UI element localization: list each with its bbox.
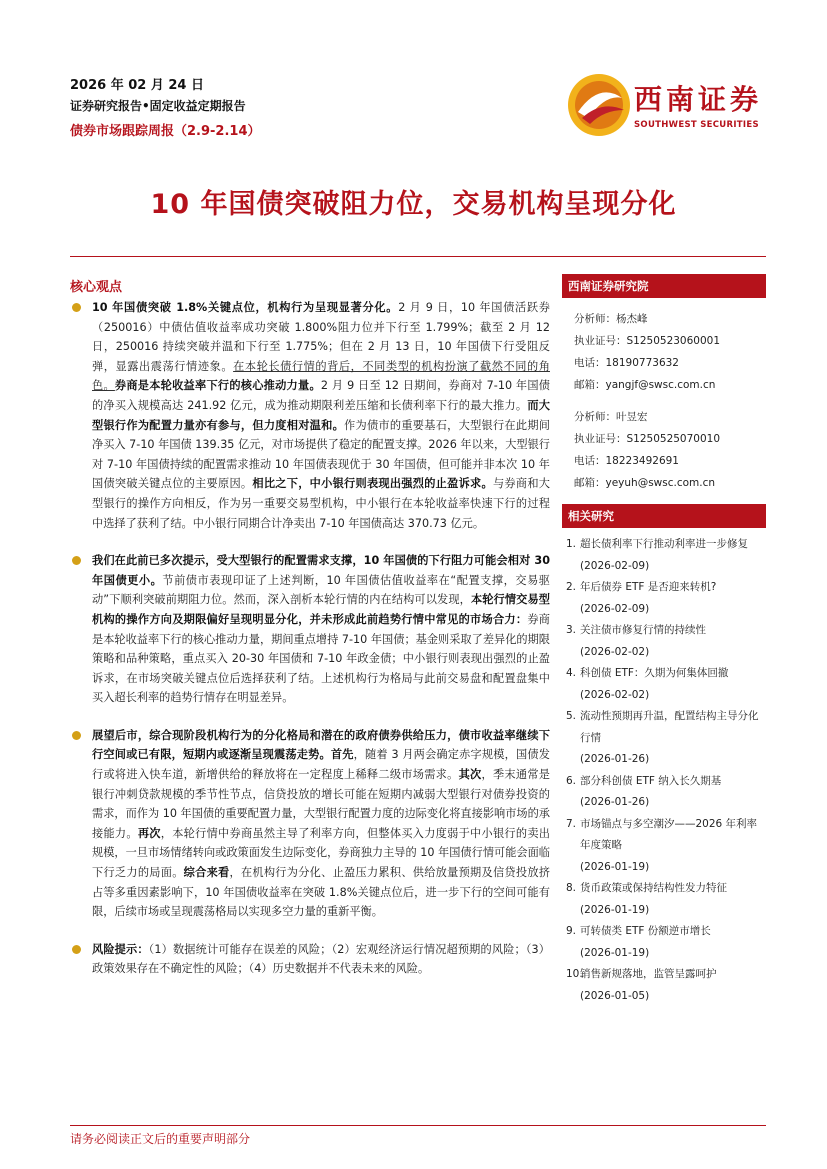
related-item-title: 货币政策或保持结构性发力特征: [580, 882, 727, 894]
para-text: ，本轮行情中券商虽然主导了利率方向，但整体买入力度弱于中小银行的卖出规模，一旦市场情绪转向或政策面发生边际变化，券商独力主导的 10 年国债行情可能会面临下行乏力的局面。: [92, 826, 550, 880]
analyst-license: 执业证号：S1250523060001: [574, 335, 721, 347]
related-item-number: 8.: [566, 882, 577, 894]
paragraph: [70, 298, 550, 533]
report-title: 10 年国债突破阻力位，交易机构呈现分化: [150, 189, 677, 220]
paragraph: [70, 726, 550, 922]
related-research-item[interactable]: [562, 814, 766, 879]
related-item-number: 6.: [566, 774, 577, 787]
logo-emblem-icon: [566, 72, 632, 138]
bullet-icon: [72, 556, 81, 565]
related-item-title: 科创债 ETF：久期为何集体回撤: [580, 667, 729, 679]
related-research-item[interactable]: [562, 771, 766, 814]
para-lead: 而大型银行作为配置力量亦有参与，但力度相对温和。: [92, 398, 550, 432]
para-text: 2 月 9 日至 12 日期间，券商对 7-10 年国债的净买入规模高达 241.92 亿元，成为推动期限利差压缩和长债利率下行的最大推力。: [92, 379, 550, 412]
analyst-name: 分析师：杨杰峰: [574, 313, 648, 325]
related-item-number: 7.: [566, 817, 577, 830]
related-item-date: (2026-01-19): [580, 946, 650, 959]
divider: [70, 256, 766, 257]
related-item-number: 10.: [566, 968, 583, 980]
related-item-number: 1.: [566, 538, 577, 550]
related-research-item[interactable]: [562, 577, 766, 620]
para-lead: 再次: [137, 826, 161, 840]
related-item-number: 2.: [566, 581, 577, 593]
para-lead: 风险提示：: [92, 942, 149, 956]
related-research-item[interactable]: [562, 964, 766, 1007]
analyst-license: 执业证号：S1250525070010: [574, 433, 721, 445]
related-item-title: 流动性预期再升温，配置结构主导分化行情: [580, 710, 759, 744]
related-research-item[interactable]: [562, 620, 766, 663]
related-item-number: 5.: [566, 710, 577, 722]
related-research-item[interactable]: [562, 706, 766, 771]
para-text: （1）数据统计可能存在误差的风险；（2）宏观经济运行情况超预期的风险；（3）政策效果存在不确定性的风险；（4）历史数据并不代表未来的风险。: [92, 942, 550, 976]
related-item-number: 3.: [566, 624, 577, 636]
para-text: 作为债市的重要基石，大型银行在此期间净买入 7-10 年国债 139.35 亿元，对市场提供了稳定的配置支撑。2026 年以来，大型银行对 7-10 年国债持续的配置需求推动 10 年国债表现优于 30 年国债，但可能并非本次 10 年国债突破关键点位的主要原因。: [92, 418, 550, 491]
logo-text-cn: 西南证券: [634, 83, 763, 116]
para-text: 券商是本轮收益率下行的核心推动力量，期间重点增持 7-10 年国债；基金则采取了差异化的期限策略和品种策略，重点买入 20-30 年国债和 7-10 年政金债；中小银行则表现出强烈的止盈诉求，在市场突破关键点位后选择获利了结。上述机构行为格局与此前交易盘和配置盘集中买入超长利率的趋势行情存在明显差异。: [92, 612, 550, 705]
related-research-list: [562, 534, 766, 1007]
bullet-icon: [72, 731, 81, 740]
related-item-date: (2026-01-26): [580, 796, 650, 808]
related-item-date: (2026-01-19): [580, 860, 650, 873]
related-item-title: 部分科创债 ETF 纳入长久期基: [580, 774, 722, 787]
related-research-item[interactable]: [562, 921, 766, 964]
para-lead: 券商是本轮收益率下行的核心推动力量。: [114, 379, 321, 393]
sidebar: [562, 274, 766, 1007]
para-text: ，季末通常是银行冲刺贷款规模的季节性节点，信贷投放的增长可能在短期内减弱大型银行对债券投资的需求，而作为 10 年国债的重要配置力量，大型银行配置力度的边际变化将直接影响市场的承接能力。: [92, 768, 550, 840]
bullet-icon: [72, 945, 81, 954]
related-item-date: (2026-01-19): [580, 903, 650, 916]
para-lead: 综合来看: [183, 866, 230, 880]
related-item-title: 可转债类 ETF 份额逆市增长: [580, 925, 711, 937]
report-date: 2026 年 02 月 24 日: [70, 78, 204, 93]
para-lead: 首先: [330, 748, 354, 762]
related-item-title: 年后债券 ETF 是否迎来转机?: [580, 581, 717, 593]
analyst-name: 分析师：叶昱宏: [574, 411, 648, 423]
related-research-item[interactable]: [562, 534, 766, 577]
footer-divider: [70, 1125, 766, 1126]
footer-disclaimer: 请务必阅读正文后的重要声明部分: [70, 1132, 251, 1146]
report-series: 债券市场跟踪周报（2.9-2.14）: [70, 124, 261, 139]
para-text: 在本轮长债行情的背后，不同类型的机构扮演了截然不同的角色。: [92, 359, 550, 393]
related-item-date: (2026-02-09): [580, 602, 650, 615]
para-lead: 展望后市，综合现阶段机构行为的分化格局和潜在的政府债券供给压力，债市收益率继续下行空间或已有限，短期内或逐渐呈现震荡走势。: [92, 728, 550, 762]
para-lead: 我们在此前已多次提示，受大型银行的配置需求支撑，10 年国债的下行阻力可能会相对 30 年国债更小。: [92, 554, 550, 587]
analyst-phone: 电话：18190773632: [574, 357, 679, 369]
report-type: 证券研究报告•固定收益定期报告: [70, 99, 246, 113]
risk-warning: [70, 940, 550, 979]
related-research-item[interactable]: [562, 878, 766, 921]
related-item-title: 销售新规落地，监管呈露呵护: [580, 968, 717, 980]
related-item-date: (2026-02-02): [580, 688, 650, 701]
para-lead: 本轮行情交易型机构的操作方向及期限偏好呈现明显分化，并未形成此前趋势行情中常见的市场合力：: [92, 593, 550, 626]
related-item-date: (2026-01-05): [580, 989, 650, 1002]
bullet-icon: [72, 303, 81, 312]
related-item-title: 市场锚点与多空潮汐——2026 年利率年度策略: [580, 817, 758, 851]
para-text: 与券商和大型银行的操作方向相反，作为另一重要交易型机构，中小银行在本轮收益率快速下行的过程中选择了获利了结。中小银行同期合计净卖出 7-10 年国债高达 370.73 亿元。: [92, 477, 550, 530]
related-item-number: 4.: [566, 667, 577, 679]
para-text: ，随着 3 月两会确定赤字规模，国债发行或将进入快车道，新增供给的释放将在一定程度上稀释二级市场需求。: [92, 748, 550, 782]
core-views-heading: 核心观点: [70, 280, 123, 295]
related-item-title: 关注债市修复行情的持续性: [580, 624, 706, 636]
main-content: [70, 298, 550, 997]
analyst-phone: 电话：18223492691: [574, 455, 679, 467]
logo-text-en: SOUTHWEST SECURITIES: [634, 120, 759, 130]
para-lead: 10 年国债突破 1.8%关键点位，机构行为呈现显著分化。: [92, 301, 399, 314]
institute-heading: 西南证券研究院: [562, 274, 766, 298]
related-item-date: (2026-02-02): [580, 645, 650, 658]
analyst-email[interactable]: 邮箱：yangjf@swsc.com.cn: [574, 379, 716, 391]
related-research-heading: 相关研究: [562, 504, 766, 528]
analyst-email[interactable]: 邮箱：yeyuh@swsc.com.cn: [574, 477, 716, 489]
related-item-date: (2026-01-26): [580, 753, 650, 765]
para-text: ，在机构行为分化、止盈压力累积、供给放量预期及信贷投放挤占等多重因素影响下，10 年国债收益率在突破 1.8%关键点位后，进一步下行的空间可能有限，后续市场或呈现震荡格局以实现多空力量的重新平衡。: [92, 866, 550, 919]
paragraph: [70, 551, 550, 708]
para-lead: 相比之下，中小银行则表现出强烈的止盈诉求。: [252, 477, 493, 491]
related-item-title: 超长债利率下行推动利率进一步修复: [580, 538, 748, 550]
related-research-item[interactable]: [562, 663, 766, 706]
para-text: 节前债市表现印证了上述判断，10 年国债估值收益率在“配置支撑，交易驱动”下顺利突破前期阻力位。然而，深入剖析本轮行情的内在结构可以发现，: [92, 573, 550, 607]
company-logo: [566, 72, 776, 138]
para-lead: 其次: [458, 768, 482, 782]
para-text: 2 月 9 日，10 年国债活跃券（250016）中债估值收益率成功突破 1.800%阻力位并下行至 1.799%；截至 2 月 12 日，250016 持续突破并温和下行至 1.775%；但在 2 月 13 日，10 年国债下行受阻反弹，显露出震荡行情迹象。: [92, 301, 550, 373]
related-item-date: (2026-02-09): [580, 559, 650, 572]
related-item-number: 9.: [566, 925, 577, 937]
